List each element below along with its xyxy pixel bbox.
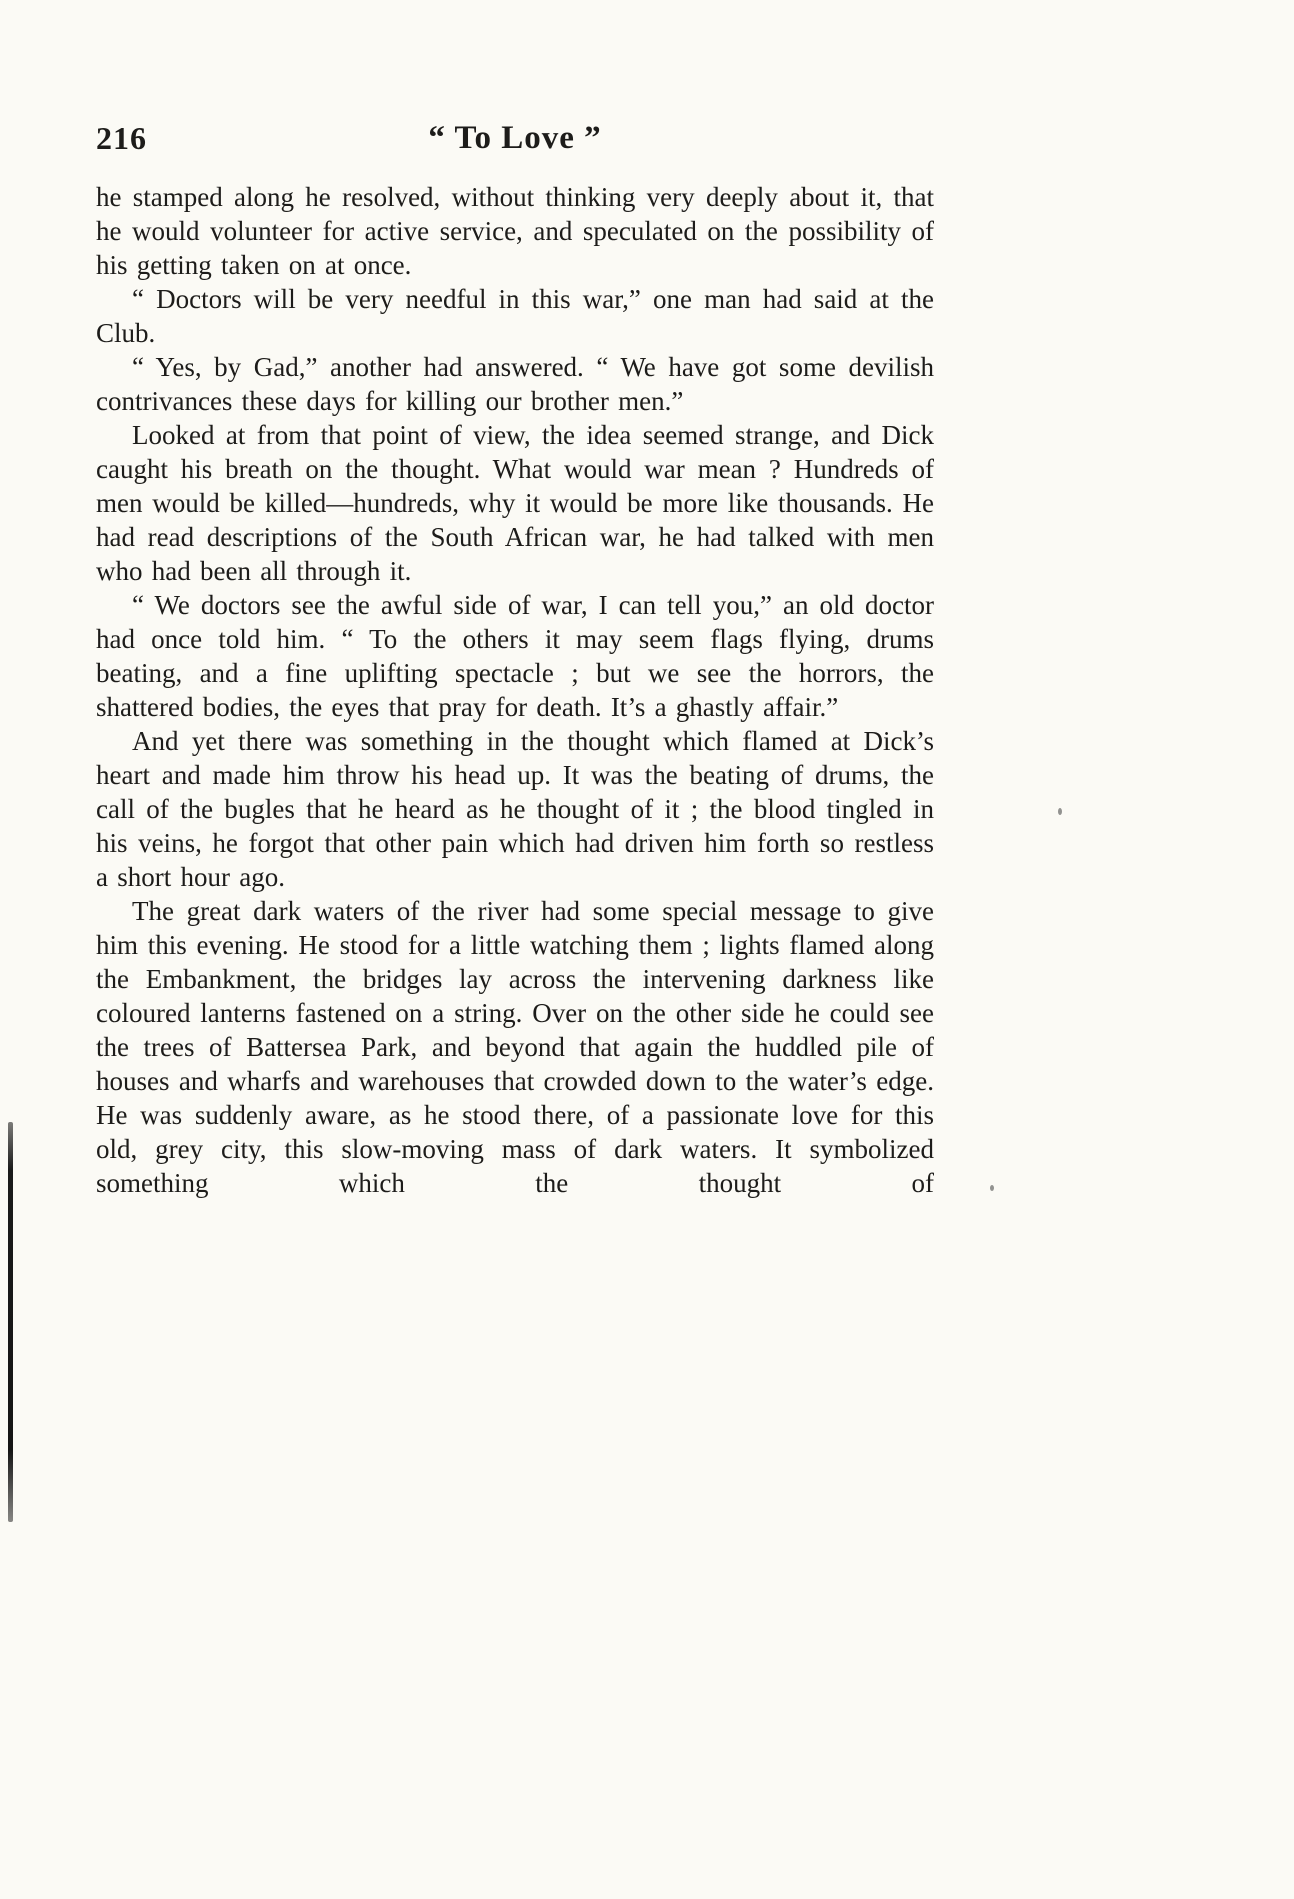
paragraph: “ Yes, by Gad,” another had answered. “ We have got some devilish contrivances these days for killing our brother men.” [96,352,934,416]
page-number: 216 [96,120,147,156]
paragraph: he stamped along he resolved, without thinking very deeply about it, that he would volunteer for active service, and speculated on the possibility of his getting taken on at once. [96,182,934,280]
page-content [96,120,934,1200]
scan-speck [990,1185,994,1191]
paragraph: And yet there was something in the thought which flamed at Dick’s heart and made him throw his head up. It was the beating of drums, the call of the bugles that he heard as he thought of it ; the blood tingled in his veins, he forgot that other pain which had driven him forth so restless a short hour ago. [96,726,934,892]
page-header [96,120,934,164]
paragraph: Looked at from that point of view, the idea seemed strange, and Dick caught his breath on the thought. What would war mean ? Hundreds of men would be killed—hundreds, why it would be more like thousands. He had read descriptions of the South African war, he had talked with men who had been all through it. [96,420,934,586]
paragraph: The great dark waters of the river had some special message to give him this evening. He stood for a little watching them ; lights flamed along the Embankment, the bridges lay across the intervening darkness like coloured lanterns fastened on a string. Over on the other side he could see the trees of Battersea Park, and beyond that again the huddled pile of houses and wharfs and warehouses that crowded down to the water’s edge. He was suddenly aware, as he stood there, of a passionate love for this old, grey city, this slow-moving mass of dark waters. It symbolized something which the thought of [96,896,934,1198]
paragraph: “ Doctors will be very needful in this war,” one man had said at the Club. [96,284,934,348]
paragraph: “ We doctors see the awful side of war, I can tell you,” an old doctor had once told him. “ To the others it may seem flags flying, drums beating, and a fine uplifting spectacle ; but we see the horrors, the shattered bodies, the eyes that pray for death. It’s a ghastly affair.” [96,590,934,722]
body-text [96,180,934,1200]
scan-artifact-line [8,1122,13,1522]
page-title: “ To Love ” [428,120,602,156]
scan-speck [1058,808,1062,815]
